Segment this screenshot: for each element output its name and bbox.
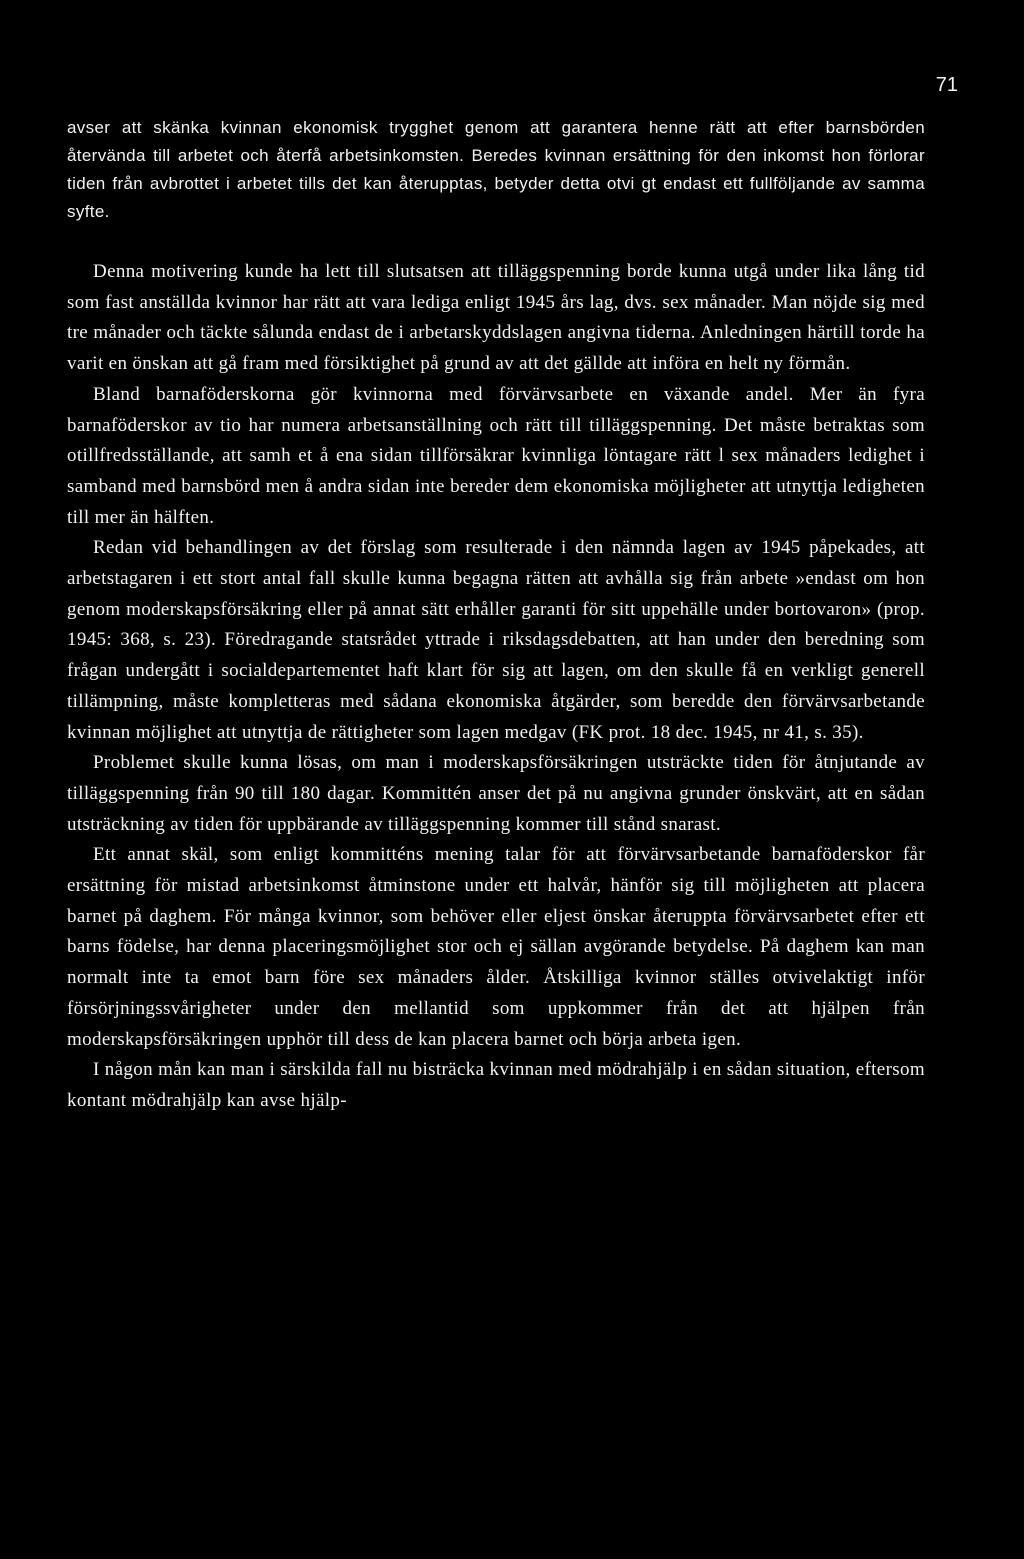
paragraph: Problemet skulle kunna lösas, om man i moderskapsförsäkringen utsträckte tiden för åtnjutande av tilläggspenning från 90 till 180 dagar. Kommittén anser det på nu angivna grunder önskvärt, att en sådan utsträckning av tiden för uppbärande av tilläggspenning kommer till stånd snarast. xyxy=(67,752,925,835)
body-text xyxy=(67,257,925,1117)
quoted-passage: avser att skänka kvinnan ekonomisk trygghet genom att garantera henne rätt att efter barnsbörden återvända till arbetet och återfå arbetsinkomsten. Beredes kvinnan ersättning för den inkomst hon förlorar tiden från avbrottet i arbetet tills det kan återupptas, betyder detta otvi gt endast ett fullföljande av samma syfte. xyxy=(67,118,925,221)
paragraph: I någon mån kan man i särskilda fall nu bisträcka kvinnan med mödrahjälp i en sådan situation, eftersom kontant mödrahjälp kan avse hjälp- xyxy=(67,1059,925,1111)
paragraph: Ett annat skäl, som enligt kommitténs mening talar för att förvärvsarbetande barnaföderskor får ersättning för mistad arbetsinkomst åtminstone under ett halvår, hänför sig till möjligheten att placera barnet på daghem. För många kvinnor, som behöver eller eljest önskar återuppta förvärvsarbetet efter ett barns födelse, har denna placeringsmöjlighet stor och ej sällan avgörande betydelse. På daghem kan man normalt inte ta emot barn före sex månaders ålder. Åtskilliga kvinnor ställes otvivelaktigt inför försörjningssvårigheter under den mellantid som uppkommer från det att hjälpen från moderskapsförsäkringen upphör till dess de kan placera barnet och börja arbeta igen. xyxy=(67,844,925,1050)
paragraph: Redan vid behandlingen av det förslag som resulterade i den nämnda lagen av 1945 påpekades, att arbetstagaren i ett stort antal fall skulle kunna begagna rätten att avhålla sig från arbete »endast om hon genom moderskapsförsäkring eller på annat sätt erhåller garanti för sitt uppehälle under bortovaron» (prop. 1945: 368, s. 23). Föredragande statsrådet yttrade i riksdagsdebatten, att han under den beredning som frågan undergått i socialdepartementet haft klart för sig att lagen, om den skulle få en verkligt generell tillämpning, måste kompletteras med sådana ekonomiska åtgärder, som beredde den förvärvsarbetande kvinnan möjlighet att utnyttja de rättigheter som lagen medgav (FK prot. 18 dec. 1945, nr 41, s. 35). xyxy=(67,537,925,743)
page-number: 71 xyxy=(935,74,958,96)
paragraph: Bland barnaföderskorna gör kvinnorna med förvärvsarbete en växande andel. Mer än fyra barnaföderskor av tio har numera arbetsanställning och rätt till tilläggspenning. Det måste betraktas som otillfredsställande, att samh et å ena sidan tillförsäkrar kvinnliga löntagare rätt l sex månaders ledighet i samband med barnsbörd men å andra sidan inte bereder dem ekonomiska möjligheter att utnyttja ledigheten till mer än hälften. xyxy=(67,383,925,528)
paragraph: Denna motivering kunde ha lett till slutsatsen att tilläggspenning borde kunna utgå under lika lång tid som fast anställda kvinnor har rätt att vara lediga enligt 1945 års lag, dvs. sex månader. Man nöjde sig med tre månader och täckte sålunda endast de i arbetarskyddslagen angivna tiderna. Anledningen härtill torde ha varit en önskan att gå fram med försiktighet på grund av att det gällde att införa en helt ny förmån. xyxy=(67,261,925,375)
